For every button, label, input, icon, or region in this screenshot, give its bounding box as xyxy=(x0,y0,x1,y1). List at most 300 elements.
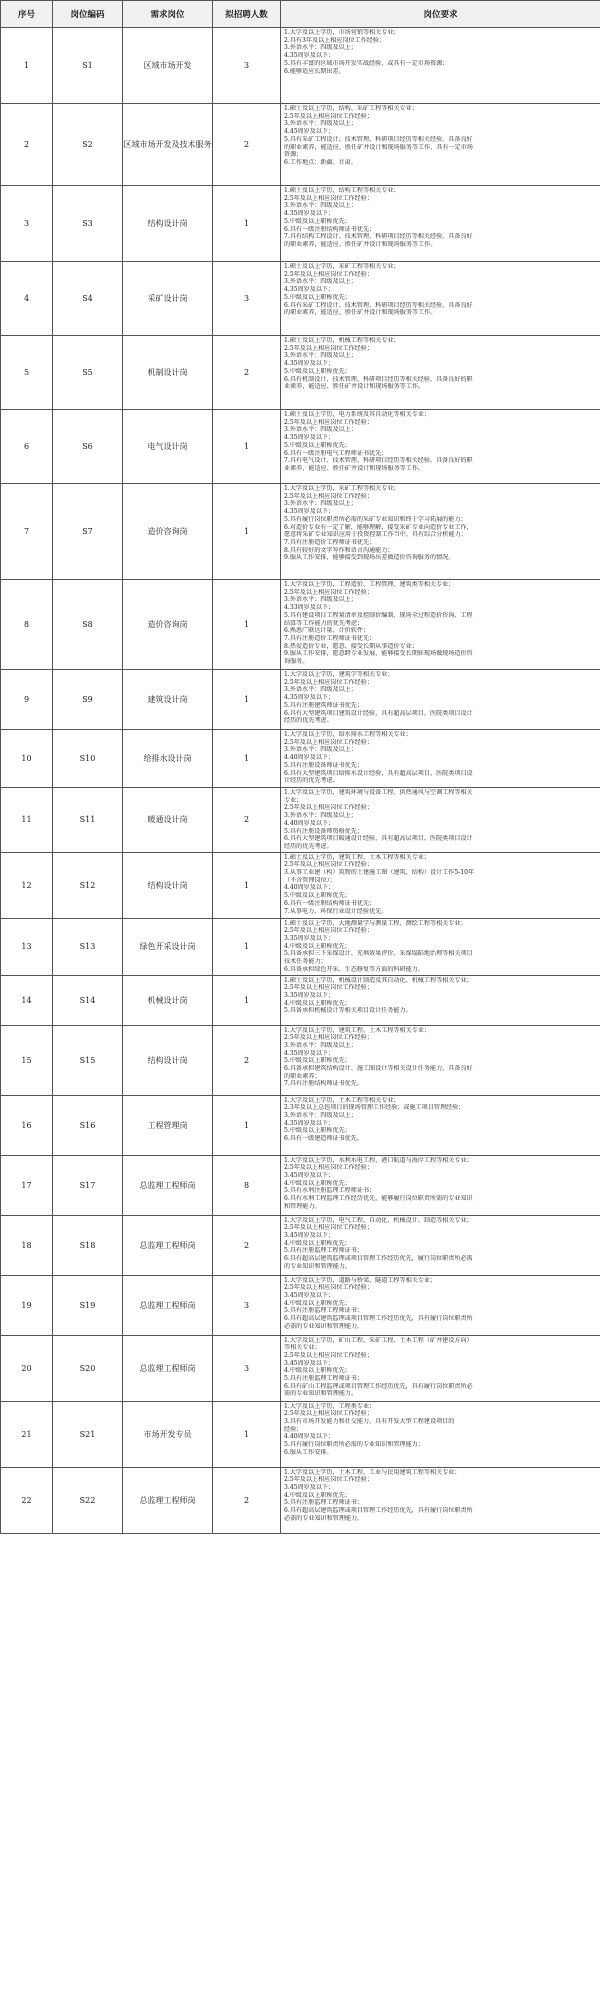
position-name: 机制设计岗 xyxy=(123,336,213,410)
header-count: 拟招聘人数 xyxy=(213,1,281,28)
hire-count: 1 xyxy=(213,484,281,580)
requirements-cell xyxy=(281,580,600,670)
requirement-line: 4.35周岁及以下； xyxy=(284,1049,335,1057)
position-name: 暖通设计岗 xyxy=(123,788,213,853)
row-index: 18 xyxy=(1,1215,53,1275)
requirement-line: 4.中级及以上职称优先； xyxy=(284,1299,351,1307)
requirements-cell xyxy=(281,104,600,186)
requirement-line: 1.硕士及以上学历，建筑工程、土木工程等相关专业； xyxy=(284,853,430,861)
requirements-cell xyxy=(281,186,600,262)
requirement-line: 3.外语水平：四级及以上； xyxy=(284,426,357,434)
hire-count: 1 xyxy=(213,580,281,670)
position-code: S11 xyxy=(53,788,123,853)
requirement-line: 和管理能力。 xyxy=(284,1202,321,1210)
row-index: 19 xyxy=(1,1275,53,1335)
requirement-line: 经验； xyxy=(284,1425,303,1433)
requirement-line: 1.硕士及以上学历，结构工程等相关专业； xyxy=(284,187,400,194)
position-code: S6 xyxy=(53,410,123,484)
hire-count: 1 xyxy=(213,1401,281,1467)
requirement-line: 2.5年及以上相应岗位工作经验； xyxy=(284,1034,373,1042)
requirement-line: 5.中级及以上职称优先； xyxy=(284,293,351,301)
requirement-line: 5.具有采矿工程设计、技术管理、科研项目经历等相关经验，具备良好 xyxy=(284,135,473,143)
requirement-line: 8.具有较好的文字写作和语言沟通能力； xyxy=(284,546,394,554)
position-name: 给排水设计岗 xyxy=(123,730,213,788)
requirements-cell xyxy=(281,1215,600,1275)
requirements-cell xyxy=(281,918,600,975)
requirement-line: 6.具有一级注册结构师证书优先； xyxy=(284,899,376,907)
requirement-line: 1.大学及以上学历，采矿工程等相关专业； xyxy=(284,485,400,492)
row-index: 3 xyxy=(1,186,53,262)
hire-count: 3 xyxy=(213,28,281,104)
requirement-line: 5.中级及以上职称优先； xyxy=(284,1127,351,1135)
position-name: 总监理工程师岗 xyxy=(123,1215,213,1275)
requirement-line: 3.外语水平：四级及以上； xyxy=(284,686,357,694)
requirement-line: 5.具有丰富的区域市场开发实战经验，或具有一定市场资源； xyxy=(284,59,449,67)
table-row xyxy=(1,1155,600,1215)
requirement-line: 2.5年及以上相应岗位工作经验； xyxy=(284,984,373,992)
table-row xyxy=(1,262,600,336)
requirement-line: 3.外语水平：四级及以上； xyxy=(284,812,357,820)
requirement-line: 6.具有水利工程监理工作经历优先，能够履行岗位职责所需的专业知识 xyxy=(284,1195,473,1203)
requirement-line: 5.具备承担机械设计等相关项目设计任务能力。 xyxy=(284,1007,412,1015)
requirement-line: 2.5年及以上相应岗位工作经验； xyxy=(284,1476,373,1484)
requirement-line: 4.45周岁及以下； xyxy=(284,128,335,136)
requirement-line: 1.大学及以上学历，土木工程等相关专业； xyxy=(284,1096,400,1104)
requirement-line: 4.35周岁及以下； xyxy=(284,508,335,516)
table-row xyxy=(1,104,600,186)
requirement-line: 业素养，能适应、胜任矿井设计和现场服务等工作。 xyxy=(284,383,425,391)
requirements-cell xyxy=(281,1401,600,1467)
hire-count: 3 xyxy=(213,1275,281,1335)
requirement-line: 5.中级及以上职称优先； xyxy=(284,367,351,375)
hire-count: 1 xyxy=(213,975,281,1025)
requirement-line: 计经历的优先考虑。 xyxy=(284,777,339,785)
position-code: S20 xyxy=(53,1335,123,1401)
header-requirements: 岗位要求 xyxy=(281,1,600,28)
requirement-line: 3.45周岁及以下； xyxy=(284,1231,335,1239)
requirement-line: 3.外语水平：四级及以上； xyxy=(284,1111,357,1119)
requirement-line: 5.具有注册监理工程师证书； xyxy=(284,1307,363,1315)
requirement-line: 5.中级及以上职称优先； xyxy=(284,217,351,225)
table-row xyxy=(1,410,600,484)
requirement-line: 4.35周岁及以下； xyxy=(284,694,335,702)
requirement-line: 2.3年及以上总包项目的现场管理工作经验；或施工项目管理经验； xyxy=(284,1104,465,1112)
requirement-line: 结算等工作能力的优先考虑； xyxy=(284,619,364,627)
table-row xyxy=(1,1215,600,1275)
requirement-line: 6.工作地点：新疆、甘肃。 xyxy=(284,158,357,166)
requirement-line: 1.硕士及以上学历，结构、采矿工程等相关专业； xyxy=(284,105,418,112)
position-code: S7 xyxy=(53,484,123,580)
requirement-line: 4.中级及以上职称优先； xyxy=(284,1491,351,1499)
requirement-line: 业素养，能适应、胜任矿井设计和现场服务等工作。 xyxy=(284,464,425,472)
requirement-line: 1.大学及以上学历，工程造价、工程管理、建筑类等相关专业； xyxy=(284,581,455,588)
requirements-cell xyxy=(281,336,600,410)
requirement-line: 5.具有履行岗位职责所必需的专业知识和管理能力； xyxy=(284,1441,424,1449)
requirement-line: 6.具备承担绿色开采、生态修复等方面的科研能力。 xyxy=(284,965,424,973)
position-name: 电气设计岗 xyxy=(123,410,213,484)
table-row xyxy=(1,1401,600,1467)
requirements-cell xyxy=(281,262,600,336)
row-index: 11 xyxy=(1,788,53,853)
hire-count: 1 xyxy=(213,410,281,484)
hire-count: 2 xyxy=(213,1025,281,1095)
requirement-line: 4.40周岁及以下； xyxy=(284,819,335,827)
requirements-cell xyxy=(281,28,600,104)
requirements-cell xyxy=(281,852,600,918)
table-row xyxy=(1,730,600,788)
requirement-line: 2.5年及以上相应岗位工作经验； xyxy=(284,861,373,869)
table-row xyxy=(1,1467,600,1533)
requirement-line: 1.大学及以上学历，道路与桥梁、隧道工程等相关专业； xyxy=(284,1276,437,1284)
requirement-line: 6.能够适应长期出差。 xyxy=(284,67,345,75)
requirement-line: 愿意将采矿专业知识应用于投资控制工作当中，具有综合分析能力； xyxy=(284,531,467,539)
requirement-line: 3.45周岁及以下； xyxy=(284,1359,335,1367)
requirement-line: 的职业素养，能适应、胜任矿井设计和现场服务等工作。 xyxy=(284,309,437,317)
position-name: 结构设计岗 xyxy=(123,1025,213,1095)
requirement-line: 1.大学及以上学历，建筑工程、土木工程等相关专业； xyxy=(284,1026,430,1034)
requirement-line: 1.硕士及以上学历，机械设计制造及其自动化、机械工程等相关专业； xyxy=(284,976,473,984)
requirement-line: 6.具备承担建筑结构设计、施工图设计等相关设计任务能力，具备良好 xyxy=(284,1065,473,1073)
row-index: 20 xyxy=(1,1335,53,1401)
requirement-line: 4.35周岁及以下； xyxy=(284,360,335,368)
position-name: 区域市场开发 xyxy=(123,28,213,104)
requirement-line: 1.大学及以上学历，水利水电工程、港口航道与海岸工程等相关专业； xyxy=(284,1156,473,1164)
requirement-line: 3.外语水平：四级及以上； xyxy=(284,746,357,754)
requirement-line: 3.具有市场开发能力和社交能力，具有开发大型工程建设项目的 xyxy=(284,1417,455,1425)
hire-count: 1 xyxy=(213,918,281,975)
row-index: 12 xyxy=(1,852,53,918)
position-code: S9 xyxy=(53,670,123,730)
requirement-line: 2.5年及以上相应岗位工作经验； xyxy=(284,492,373,500)
position-name: 结构设计岗 xyxy=(123,852,213,918)
requirement-line: 3.外语水平：四级及以上； xyxy=(284,120,357,128)
requirement-line: 6.具有机制设计、技术管理、科研项目经历等相关经验，具备良好的职 xyxy=(284,375,473,383)
requirement-line: 的职业素养； xyxy=(284,1072,321,1080)
requirement-line: 3.45周岁及以下； xyxy=(284,1291,335,1299)
row-index: 5 xyxy=(1,336,53,410)
position-name: 市场开发专员 xyxy=(123,1401,213,1467)
requirement-line: 2.5年及以上相应岗位工作经验； xyxy=(284,588,373,596)
requirement-line: 1.大学及以上学历，建筑学等相关专业； xyxy=(284,671,394,678)
hire-count: 2 xyxy=(213,104,281,186)
requirement-line: 1.大学及以上学历，电气工程、自动化、机械设计、制造等相关专业； xyxy=(284,1216,473,1224)
requirement-line: 资源； xyxy=(284,151,303,159)
requirement-line: 询服务。 xyxy=(284,658,309,666)
requirement-line: 2.5年及以上相应岗位工作经验； xyxy=(284,927,373,935)
position-code: S15 xyxy=(53,1025,123,1095)
position-code: S16 xyxy=(53,1095,123,1155)
table-row xyxy=(1,1275,600,1335)
requirement-line: 3.从事工业建（构）筑物的土建施工图（建筑、结构）设计工作5-10年 xyxy=(284,869,475,877)
requirement-line: 6.具有一级建造师证书优先。 xyxy=(284,1135,363,1143)
requirement-line: 7.具有注册结构师证书优先。 xyxy=(284,1080,363,1088)
hire-count: 1 xyxy=(213,1095,281,1155)
requirement-line: 3.外语水平：四级及以上； xyxy=(284,1041,357,1049)
hire-count: 3 xyxy=(213,262,281,336)
requirement-line: 1.大学及以上学历，建筑环境与设备工程、供热通风与空调工程等相关 xyxy=(284,789,473,796)
hire-count: 3 xyxy=(213,1335,281,1401)
position-code: S18 xyxy=(53,1215,123,1275)
table-row xyxy=(1,1095,600,1155)
requirement-line: 6.服从工作安排。 xyxy=(284,1448,333,1456)
requirement-line: 2.5年及以上相应岗位工作经验； xyxy=(284,804,373,812)
requirement-line: 5.具有履行岗位职责所必需的采矿专业知识和终于学习拓展的能力； xyxy=(284,515,467,523)
requirement-line: 经历的优先考虑。 xyxy=(284,717,333,725)
requirement-line: 5.具有注册建筑师证书优先； xyxy=(284,701,363,709)
requirements-cell xyxy=(281,1467,600,1533)
requirement-line: 3.外语水平：四级及以上； xyxy=(284,202,357,210)
requirement-line: 2.5年及以上相应岗位工作经验； xyxy=(284,194,373,202)
requirement-line: 2.具有3年及以上相应岗位工作经验； xyxy=(284,36,386,44)
requirement-line: 5.具备承担三下采煤设计、充填效果评价、采煤塌陷地治理等相关项目 xyxy=(284,950,473,958)
row-index: 4 xyxy=(1,262,53,336)
position-name: 区域市场开发及技术服务 xyxy=(123,104,213,186)
requirement-line: 5.中级及以上职称优先； xyxy=(284,1057,351,1065)
position-name: 造价咨询岗 xyxy=(123,580,213,670)
requirement-line: 6.熟悉广联达计量、计价软件； xyxy=(284,627,370,635)
position-name: 总监理工程师岗 xyxy=(123,1155,213,1215)
requirement-line: 4.中级及以上职称优先； xyxy=(284,1367,351,1375)
header-index: 序号 xyxy=(1,1,53,28)
requirement-line: 2.5年及以上相应岗位工作经验； xyxy=(284,1284,373,1292)
row-index: 8 xyxy=(1,580,53,670)
requirements-cell xyxy=(281,484,600,580)
position-code: S12 xyxy=(53,852,123,918)
hire-count: 1 xyxy=(213,670,281,730)
table-row xyxy=(1,28,600,104)
position-code: S17 xyxy=(53,1155,123,1215)
requirement-line: 3.35周岁及以下； xyxy=(284,935,335,943)
position-code: S8 xyxy=(53,580,123,670)
position-code: S22 xyxy=(53,1467,123,1533)
header-position: 需求岗位 xyxy=(123,1,213,28)
requirement-line: 4.40周岁及以下； xyxy=(284,884,335,892)
requirement-line: 的职业素养，能适应、胜任矿井设计和现场服务等工作。 xyxy=(284,240,437,248)
requirement-line: 4.40周岁及以下； xyxy=(284,754,335,762)
position-code: S13 xyxy=(53,918,123,975)
requirement-line: 4.35周岁及以下； xyxy=(284,210,335,218)
requirement-line: 4.中级及以上职称优先； xyxy=(284,1239,351,1247)
requirements-cell xyxy=(281,1335,600,1401)
requirement-line: 2.5年及以上相应岗位工作经验； xyxy=(284,678,373,686)
row-index: 1 xyxy=(1,28,53,104)
hire-count: 8 xyxy=(213,1155,281,1215)
requirement-line: 5.具有注册监理工程师证书； xyxy=(284,1375,363,1383)
requirement-line: 5.具有注册设备师资格优先； xyxy=(284,827,363,835)
position-code: S4 xyxy=(53,262,123,336)
requirement-line: 4.35周岁及以下； xyxy=(284,286,335,294)
table-row xyxy=(1,852,600,918)
requirement-line: 4.35周岁及以下； xyxy=(284,52,335,60)
position-name: 工程管理岗 xyxy=(123,1095,213,1155)
requirement-line: 4.35周岁及以下； xyxy=(284,434,335,442)
requirement-line: 3.45周岁及以下； xyxy=(284,1171,335,1179)
row-index: 10 xyxy=(1,730,53,788)
requirement-line: 1.大学及以上学历，工程类专业； xyxy=(284,1402,376,1410)
position-name: 总监理工程师岗 xyxy=(123,1467,213,1533)
requirements-cell xyxy=(281,788,600,853)
requirement-line: 3.外语水平：四级及以上； xyxy=(284,44,357,52)
requirement-line: 7.具有电气设计、技术管理、科研项目经历等相关经验，具备良好的职 xyxy=(284,457,473,465)
hire-count: 2 xyxy=(213,1215,281,1275)
row-index: 15 xyxy=(1,1025,53,1095)
requirement-line: 2.5年及以上相应岗位工作经验； xyxy=(284,1224,373,1232)
position-name: 绿色开采设计岗 xyxy=(123,918,213,975)
requirement-line: 6.具有一级注册电气工程师证书优先； xyxy=(284,449,388,457)
requirement-line: 的专业知识和管理能力。 xyxy=(284,1262,352,1270)
table-row xyxy=(1,918,600,975)
position-name: 建筑设计岗 xyxy=(123,670,213,730)
row-index: 16 xyxy=(1,1095,53,1155)
table-row xyxy=(1,670,600,730)
position-name: 结构设计岗 xyxy=(123,186,213,262)
hire-count: 1 xyxy=(213,730,281,788)
position-code: S21 xyxy=(53,1401,123,1467)
requirement-line: 6.具有采矿工程设计、技术管理、科研项目经历等相关经验，具备良好 xyxy=(284,301,473,309)
requirement-line: 1.大学及以上学历，矿山工程、采矿工程、土木工程（矿井建设方向） xyxy=(284,1336,473,1344)
position-code: S14 xyxy=(53,975,123,1025)
requirement-line: 3.外语水平：四级及以上； xyxy=(284,500,357,508)
requirement-line: 9.服从工作安排，能够接受到现场出差做造价咨询服务的情况。 xyxy=(284,554,455,562)
table-row xyxy=(1,788,600,853)
table-header-row xyxy=(1,1,600,28)
row-index: 14 xyxy=(1,975,53,1025)
requirement-line: 6.具有超高层建筑监理或项目管理工作经历优先，具有履行岗位职责所 xyxy=(284,1315,473,1323)
requirements-cell xyxy=(281,670,600,730)
requirement-line: 6.对造价专业有一定了解，能够理解、接受采矿专业向造价专业工作， xyxy=(284,523,473,531)
requirement-line: 4.35周岁及以下； xyxy=(284,1119,335,1127)
requirement-line: 3.35周岁及以下； xyxy=(284,991,335,999)
requirement-line: 5.具有注册设备师证书优先； xyxy=(284,761,363,769)
requirement-line: 3.外语水平：四级及以上； xyxy=(284,278,357,286)
hire-count: 2 xyxy=(213,1467,281,1533)
requirement-line: 7.具有结构工程设计、技术管理、科研项目经历等相关经验，具备良好 xyxy=(284,233,473,241)
position-code: S1 xyxy=(53,28,123,104)
requirement-line: 2.5年及以上相应岗位工作经验； xyxy=(284,1351,373,1359)
position-code: S5 xyxy=(53,336,123,410)
row-index: 6 xyxy=(1,410,53,484)
requirement-line: 3.45周岁及以下； xyxy=(284,1483,335,1491)
requirement-line: 5.具有注册监理工程师证书； xyxy=(284,1499,363,1507)
requirement-line: 6.具有大型建筑项目建筑设计经验，具有超高层项目、医院类项目设计 xyxy=(284,709,473,717)
requirements-cell xyxy=(281,730,600,788)
position-name: 造价咨询岗 xyxy=(123,484,213,580)
requirements-cell xyxy=(281,1275,600,1335)
requirement-line: 7.具有注册造价工程师证书优先； xyxy=(284,538,376,546)
row-index: 21 xyxy=(1,1401,53,1467)
requirement-line: 6.具有一级注册结构师证书优先； xyxy=(284,225,376,233)
requirement-line: 经历的优先考虑。 xyxy=(284,842,333,850)
requirement-line: 的职业素养，能适应、胜任矿井设计和现场服务等工作，具有一定市场 xyxy=(284,143,473,151)
requirements-cell xyxy=(281,1095,600,1155)
requirement-line: 1.大学及以上学历，给水排水工程等相关专业； xyxy=(284,731,412,738)
requirement-line: 需的专业知识和管理能力。 xyxy=(284,1390,358,1398)
table-body xyxy=(1,28,600,1534)
requirement-line: 2.5年及以上相应岗位工作经验； xyxy=(284,344,373,352)
table-row xyxy=(1,186,600,262)
position-code: S2 xyxy=(53,104,123,186)
hire-count: 2 xyxy=(213,788,281,853)
requirement-line: 专业； xyxy=(284,796,303,804)
hire-count: 2 xyxy=(213,336,281,410)
requirement-line: 1.硕士及以上学历，电力系统及其自动化等相关专业； xyxy=(284,411,430,418)
row-index: 9 xyxy=(1,670,53,730)
requirement-line: 2.5年及以上相应岗位工作经验； xyxy=(284,418,373,426)
position-code: S10 xyxy=(53,730,123,788)
requirement-line: 2.5年及以上相应岗位工作经验； xyxy=(284,112,373,120)
requirement-line: 2.5年及以上相应岗位工作经验； xyxy=(284,1164,373,1172)
requirement-line: 4.中级及以上职称优先； xyxy=(284,999,351,1007)
requirement-line: 4.33周岁及以下； xyxy=(284,604,335,612)
requirement-line: 必需的专业知识和管理能力。 xyxy=(284,1514,364,1522)
requirement-line: 4.中级及以上职称优先； xyxy=(284,1179,351,1187)
requirement-line: 2.5年及以上相应岗位工作经验； xyxy=(284,1410,373,1418)
header-code: 岗位编码 xyxy=(53,1,123,28)
requirement-line: 技术任务能力； xyxy=(284,958,327,966)
hire-count: 1 xyxy=(213,186,281,262)
requirement-line: 3.外语水平：四级及以上； xyxy=(284,596,357,604)
requirement-line: 4.中级及以上职称优先； xyxy=(284,942,351,950)
requirement-line: 1.大学及以上学历，土木工程、工业与民用建筑工程等相关专业； xyxy=(284,1468,461,1476)
requirements-cell xyxy=(281,975,600,1025)
row-index: 2 xyxy=(1,104,53,186)
requirement-line: 5.具有水利注册监理工程师证书； xyxy=(284,1187,376,1195)
requirement-line: 3.外语水平：四级及以上； xyxy=(284,352,357,360)
requirement-line: 1.硕士及以上学历，机械工程等相关专业； xyxy=(284,337,400,344)
requirement-line: 5.具有注册监理工程师证书； xyxy=(284,1247,363,1255)
table-row xyxy=(1,1025,600,1095)
requirement-line: 8.热爱造价专业，愿意、接受长期从事造价专业； xyxy=(284,642,418,650)
requirement-line: （不含管理岗位）； xyxy=(284,876,336,884)
requirement-line: 7.具有注册造价工程师证书优先； xyxy=(284,634,376,642)
requirement-line: 7.从事电力、环保行业设计经验优先。 xyxy=(284,907,388,915)
row-index: 22 xyxy=(1,1467,53,1533)
requirement-line: 等相关专业； xyxy=(284,1344,321,1352)
requirement-line: 4.40周岁及以下； xyxy=(284,1433,335,1441)
requirement-line: 1.硕士及以上学历，大地测量学与测量工程、测绘工程等相关专业； xyxy=(284,919,467,927)
requirement-line: 1.大学及以上学历，市场营销等相关专业； xyxy=(284,29,400,36)
table-row xyxy=(1,975,600,1025)
requirement-line: 必需的专业知识和管理能力。 xyxy=(284,1322,364,1330)
table-row xyxy=(1,336,600,410)
table-row xyxy=(1,484,600,580)
position-name: 总监理工程师岗 xyxy=(123,1275,213,1335)
position-name: 采矿设计岗 xyxy=(123,262,213,336)
requirements-cell xyxy=(281,1025,600,1095)
row-index: 13 xyxy=(1,918,53,975)
requirement-line: 9.服从工作安排，愿意跨专业发展，能够接受长期驻现场做现场造价咨 xyxy=(284,650,473,658)
position-name: 总监理工程师岗 xyxy=(123,1335,213,1401)
requirement-line: 2.5年及以上相应岗位工作经验； xyxy=(284,270,373,278)
requirement-line: 6.具有矿山工程监理或项目管理工作经历优先，具有履行岗位职责所必 xyxy=(284,1382,473,1390)
requirement-line: 6.具有大型建筑项目给排水设计经验，具有超高层项目、医院类项目设 xyxy=(284,769,473,777)
requirement-line: 6.具有大型建筑项目暖通设计经验，具有超高层项目、医院类项目设计 xyxy=(284,835,473,843)
position-code: S3 xyxy=(53,186,123,262)
hire-count: 1 xyxy=(213,852,281,918)
table-row xyxy=(1,580,600,670)
requirement-line: 6.具有超高层建筑监理或项目管理工作经历优先，具有履行岗位职责所 xyxy=(284,1507,473,1515)
requirement-line: 5.中级及以上职称优先； xyxy=(284,892,351,900)
requirement-line: 1.硕士及以上学历，采矿工程等相关专业； xyxy=(284,263,400,270)
position-code: S19 xyxy=(53,1275,123,1335)
requirement-line: 5.具有建设项目工程量清单及控制价编制、现场全过程造价咨询、工程 xyxy=(284,611,473,619)
table-row xyxy=(1,1335,600,1401)
row-index: 7 xyxy=(1,484,53,580)
requirements-cell xyxy=(281,1155,600,1215)
row-index: 17 xyxy=(1,1155,53,1215)
position-name: 机械设计岗 xyxy=(123,975,213,1025)
requirement-line: 5.中级及以上职称优先； xyxy=(284,441,351,449)
